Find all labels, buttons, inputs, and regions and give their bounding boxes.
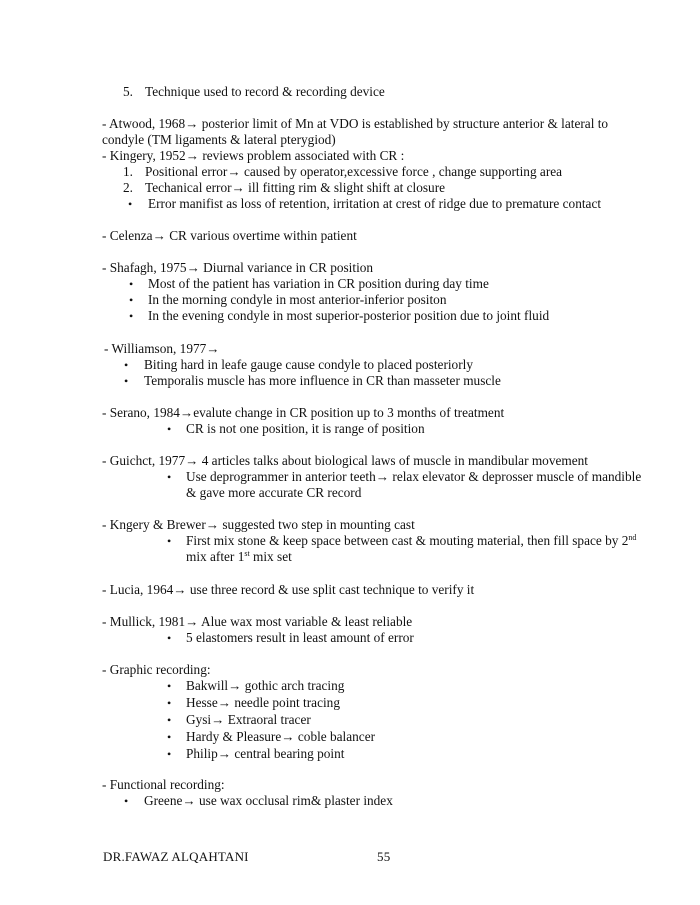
kingery-item-2-marker: 2. bbox=[123, 180, 133, 195]
graphic-bullet-5: Philip→ central bearing point bbox=[186, 746, 345, 761]
heading-text: Technique used to record & recording device bbox=[145, 84, 385, 99]
functional-title: - Functional recording: bbox=[102, 777, 225, 792]
mullick-title: - Mullick, 1981→ Alue wax most variable & least reliable bbox=[102, 614, 413, 629]
graphic-title: - Graphic recording: bbox=[102, 662, 211, 677]
kngery-bullet-line-1: First mix stone & keep space between cast & mouting material, then fill space by 2nd bbox=[186, 533, 637, 548]
graphic-bullet-2: Hesse→ needle point tracing bbox=[186, 695, 340, 710]
bullet-dot: • bbox=[129, 309, 134, 323]
bullet-dot: • bbox=[167, 730, 172, 744]
bullet-dot: • bbox=[167, 534, 172, 548]
williamson-bullet-2: Temporalis muscle has more influence in CR than masseter muscle bbox=[144, 373, 501, 388]
mullick-bullet-1: 5 elastomers result in least amount of error bbox=[186, 630, 414, 645]
footer-author: DR.FAWAZ ALQAHTANI bbox=[103, 849, 249, 864]
bullet-dot: • bbox=[167, 631, 172, 645]
guichct-title: - Guichct, 1977→ 4 articles talks about biological laws of muscle in mandibular movement bbox=[102, 453, 588, 468]
bullet-dot: • bbox=[167, 422, 172, 436]
kingery-item-3: Error manifist as loss of retention, irritation at crest of ridge due to premature contact bbox=[148, 196, 602, 211]
kingery-item-1: Positional error→ caused by operator,excessive force , change supporting area bbox=[145, 164, 563, 179]
bullet-dot: • bbox=[167, 747, 172, 761]
bullet-dot: • bbox=[167, 470, 172, 484]
kingery-item-1-marker: 1. bbox=[123, 164, 133, 179]
page-number: 55 bbox=[377, 849, 391, 864]
serano-bullet-1: CR is not one position, it is range of position bbox=[186, 421, 425, 436]
kingery-title: - Kingery, 1952→ reviews problem associated with CR : bbox=[102, 148, 405, 163]
bullet-dot: • bbox=[124, 794, 129, 808]
serano-title: - Serano, 1984→evalute change in CR position up to 3 months of treatment bbox=[102, 405, 505, 420]
functional-bullet-1: Greene→ use wax occlusal rim& plaster index bbox=[144, 793, 393, 808]
shafagh-title: - Shafagh, 1975→ Diurnal variance in CR position bbox=[102, 260, 374, 275]
atwood-line-1: - Atwood, 1968→ posterior limit of Mn at VDO is established by structure anterior & lateral to bbox=[102, 116, 609, 131]
bullet-dot: • bbox=[129, 293, 134, 307]
shafagh-bullet-3: In the evening condyle in most superior-posterior position due to joint fluid bbox=[148, 308, 550, 323]
graphic-bullet-1: Bakwill→ gothic arch tracing bbox=[186, 678, 345, 693]
bullet-dot: • bbox=[167, 713, 172, 727]
shafagh-bullet-1: Most of the patient has variation in CR position during day time bbox=[148, 276, 489, 291]
kingery-item-3-marker: • bbox=[128, 197, 133, 211]
bullet-dot: • bbox=[129, 277, 134, 291]
graphic-bullet-3: Gysi→ Extraoral tracer bbox=[186, 712, 311, 727]
kngery-bullet-line-2: mix after 1st mix set bbox=[186, 549, 292, 564]
atwood-line-2: condyle (TM ligaments & lateral pterygiod) bbox=[102, 132, 336, 147]
celenza-line: - Celenza→ CR various overtime within patient bbox=[102, 228, 357, 243]
heading-number: 5. bbox=[123, 84, 133, 99]
williamson-bullet-1: Biting hard in leafe gauge cause condyle to placed posteriorly bbox=[144, 357, 473, 372]
bullet-dot: • bbox=[167, 696, 172, 710]
bullet-dot: • bbox=[124, 358, 129, 372]
williamson-title: - Williamson, 1977→ bbox=[104, 341, 220, 356]
graphic-bullet-4: Hardy & Pleasure→ coble balancer bbox=[186, 729, 376, 744]
shafagh-bullet-2: In the morning condyle in most anterior-inferior positon bbox=[148, 292, 447, 307]
guichct-bullet-line-2: & gave more accurate CR record bbox=[186, 485, 362, 500]
guichct-bullet-line-1: Use deprogrammer in anterior teeth→ relax elevator & deprosser muscle of mandible bbox=[186, 469, 642, 484]
lucia-line: - Lucia, 1964→ use three record & use split cast technique to verify it bbox=[102, 582, 475, 597]
bullet-dot: • bbox=[124, 374, 129, 388]
bullet-dot: • bbox=[167, 679, 172, 693]
kingery-item-2: Techanical error→ ill fitting rim & slight shift at closure bbox=[145, 180, 446, 195]
kngery-title: - Kngery & Brewer→ suggested two step in mounting cast bbox=[102, 517, 415, 532]
